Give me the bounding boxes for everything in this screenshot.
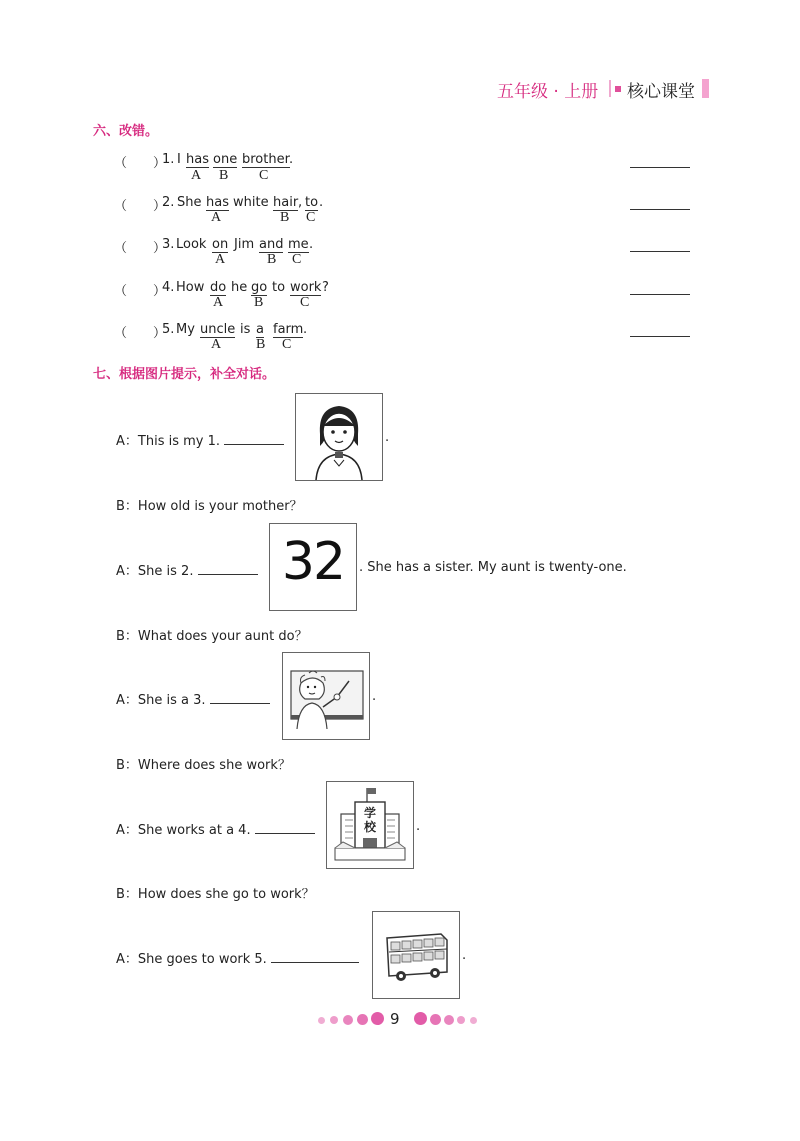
dialogue-text: She works at a 4. xyxy=(137,823,251,838)
correction-field[interactable] xyxy=(630,251,690,252)
speaker: B： xyxy=(116,758,138,773)
option-b: B xyxy=(280,210,290,225)
blank-5-field[interactable] xyxy=(271,950,359,963)
section7-title: 七、根据图片提示，补全对话。 xyxy=(93,367,276,382)
dialogue-line-7 xyxy=(116,819,315,838)
question-number: 3. xyxy=(162,237,175,252)
dialogue-text: She is a 3. xyxy=(137,693,206,708)
question-number: 1. xyxy=(162,152,175,167)
option-c: C xyxy=(282,337,292,352)
dialogue-text: She is 2. xyxy=(137,564,194,579)
word: white xyxy=(233,195,269,210)
dialogue-end-3: . She has a sister. My aunt is twenty-one. xyxy=(359,560,627,575)
option-b: B xyxy=(254,295,264,310)
word: is xyxy=(240,322,251,337)
dialogue-line-2 xyxy=(116,495,303,514)
word-a: do xyxy=(210,280,227,295)
speaker: A： xyxy=(116,693,138,708)
age-picture xyxy=(269,523,357,611)
dialogue-end-7: . xyxy=(416,819,421,834)
dialogue-text: How old is your mother？ xyxy=(137,499,303,514)
word-b: and xyxy=(259,237,284,252)
answer-paren: （ ） xyxy=(114,241,167,256)
teacher-picture xyxy=(282,652,370,740)
correction-field[interactable] xyxy=(630,294,690,295)
word-b: one xyxy=(213,152,238,167)
question-number: 5. xyxy=(162,322,175,337)
dot xyxy=(414,1012,427,1025)
dialogue-text: This is my 1. xyxy=(137,434,221,449)
speaker: B： xyxy=(116,887,138,902)
header-end-bar xyxy=(702,79,709,98)
question-number: 4. xyxy=(162,280,175,295)
speaker: A： xyxy=(116,823,138,838)
section6-title: 六、改错。 xyxy=(93,124,159,139)
dialogue-line-4 xyxy=(116,625,308,644)
dot xyxy=(330,1016,338,1024)
word-a: has xyxy=(206,195,229,210)
word-a: on xyxy=(212,237,229,252)
word-a: uncle xyxy=(200,322,236,337)
option-a: A xyxy=(191,168,202,183)
dialogue-text: Where does she work？ xyxy=(137,758,291,773)
option-a: A xyxy=(213,295,224,310)
word: My xyxy=(176,322,195,337)
header-subtitle: 核心课堂 xyxy=(627,82,695,102)
dialogue-line-9 xyxy=(116,948,359,967)
dot xyxy=(470,1017,477,1024)
dialogue-line-3 xyxy=(116,560,258,579)
blank-3-field[interactable] xyxy=(210,691,270,704)
dialogue-text: How does she go to work？ xyxy=(137,887,315,902)
word: Jim xyxy=(234,237,255,252)
school-sign: 学校 xyxy=(363,806,376,834)
punct: . xyxy=(289,152,294,167)
dialogue-line-1 xyxy=(116,430,284,449)
dialogue-line-6 xyxy=(116,754,291,773)
option-b: B xyxy=(256,337,266,352)
word: She xyxy=(177,195,202,210)
dot xyxy=(318,1017,325,1024)
mother-picture xyxy=(295,393,383,481)
blank-1-field[interactable] xyxy=(224,432,284,445)
punct: , xyxy=(298,195,303,210)
word-c: me xyxy=(288,237,309,252)
word-a: has xyxy=(186,152,209,167)
punct: . xyxy=(319,195,324,210)
speaker: A： xyxy=(116,434,138,449)
speaker: B： xyxy=(116,629,138,644)
answer-paren: （ ） xyxy=(114,199,167,214)
word-c: to xyxy=(305,195,319,210)
dot xyxy=(371,1012,384,1025)
word: Look xyxy=(176,237,207,252)
option-c: C xyxy=(259,168,269,183)
header-square-icon xyxy=(615,86,621,92)
teacher-pointing-icon xyxy=(283,653,369,739)
age-number: 32 xyxy=(281,532,345,592)
correction-field[interactable] xyxy=(630,336,690,337)
dialogue-text: What does your aunt do？ xyxy=(137,629,308,644)
option-c: C xyxy=(300,295,310,310)
page-number: 9 xyxy=(390,1010,400,1028)
dialogue-text: She goes to work 5. xyxy=(137,952,267,967)
answer-paren: （ ） xyxy=(114,326,167,341)
punct: ? xyxy=(322,280,329,295)
answer-paren: （ ） xyxy=(114,156,167,171)
double-decker-bus-icon xyxy=(373,912,459,998)
blank-4-field[interactable] xyxy=(255,821,315,834)
speaker: A： xyxy=(116,952,138,967)
speaker: A： xyxy=(116,564,138,579)
dialogue-end-5: . xyxy=(372,689,377,704)
dialogue-end-1: . xyxy=(385,430,390,445)
dot xyxy=(457,1016,465,1024)
option-b: B xyxy=(219,168,229,183)
dialogue-end-9: . xyxy=(462,948,467,963)
word-b: go xyxy=(251,280,268,295)
word-c: brother xyxy=(242,152,290,167)
dot xyxy=(357,1014,368,1025)
word: I xyxy=(177,152,181,167)
dialogue-line-8 xyxy=(116,883,315,902)
word-b: a xyxy=(256,322,264,337)
woman-portrait-icon xyxy=(296,394,382,480)
option-b: B xyxy=(267,252,277,267)
word-c: work xyxy=(290,280,322,295)
question-number: 2. xyxy=(162,195,175,210)
punct: . xyxy=(303,322,308,337)
dialogue-line-5 xyxy=(116,689,270,708)
correction-field[interactable] xyxy=(630,167,690,168)
correction-field[interactable] xyxy=(630,209,690,210)
word-b: hair xyxy=(273,195,299,210)
blank-2-field[interactable] xyxy=(198,562,258,575)
header-grade: 五年级 · 上册 xyxy=(497,82,599,102)
school-picture xyxy=(326,781,414,869)
word: to xyxy=(272,280,286,295)
word-c: farm xyxy=(273,322,304,337)
bus-picture xyxy=(372,911,460,999)
option-a: A xyxy=(215,252,226,267)
option-a: A xyxy=(211,337,222,352)
word: How xyxy=(176,280,205,295)
dot xyxy=(444,1015,454,1025)
header-divider xyxy=(609,80,611,97)
punct: . xyxy=(309,237,314,252)
option-c: C xyxy=(306,210,316,225)
dot xyxy=(343,1015,353,1025)
option-a: A xyxy=(211,210,222,225)
speaker: B： xyxy=(116,499,138,514)
dot xyxy=(430,1014,441,1025)
word: he xyxy=(231,280,248,295)
answer-paren: （ ） xyxy=(114,284,167,299)
option-c: C xyxy=(292,252,302,267)
